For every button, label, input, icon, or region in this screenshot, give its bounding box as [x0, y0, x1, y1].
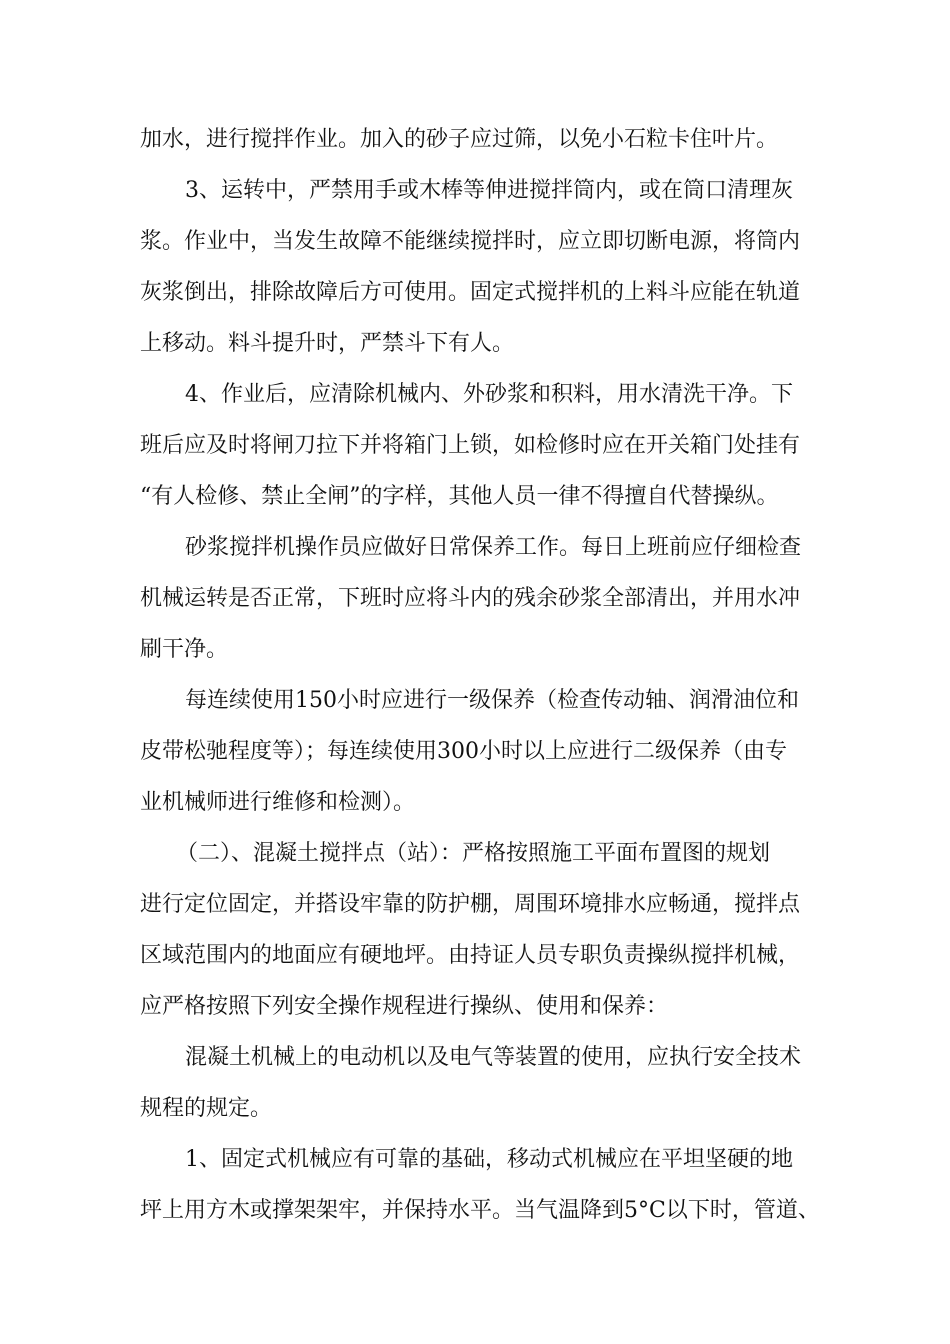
text-line-11: 刷干净。: [140, 637, 229, 662]
text-line-1: 加水，进行搅拌作业。加入的砂子应过筛，以免小石粒卡住叶片。: [140, 127, 779, 152]
text-line-17: 区域范围内的地面应有硬地坪。由持证人员专职负责操纵搅拌机械，: [140, 943, 801, 968]
text-line-19: 混凝土机械上的电动机以及电气等装置的使用，应执行安全技术: [185, 1045, 802, 1070]
text-line-5: 上移动。料斗提升时，严禁斗下有人。: [140, 331, 515, 356]
text-line-16: 进行定位固定，并搭设牢靠的防护棚，周围环境排水应畅通，搅拌点: [140, 892, 801, 917]
text-line-12: 每连续使用150小时应进行一级保养（检查传动轴、润滑油位和: [185, 688, 799, 713]
text-line-21: 1、固定式机械应有可靠的基础，移动式机械应在平坦坚硬的地: [185, 1147, 793, 1172]
text-line-10: 机械运转是否正常，下班时应将斗内的残余砂浆全部清出，并用水冲: [140, 586, 801, 611]
text-line-18: 应严格按照下列安全操作规程进行操纵、使用和保养：: [140, 994, 669, 1019]
text-line-3: 浆。作业中，当发生故障不能继续搅拌时，应立即切断电源，将筒内: [140, 229, 801, 254]
text-line-2: 3、运转中，严禁用手或木棒等伸进搅拌筒内，或在筒口清理灰: [185, 178, 793, 203]
text-line-9: 砂浆搅拌机操作员应做好日常保养工作。每日上班前应仔细检查: [185, 535, 802, 560]
text-line-20: 规程的规定。: [140, 1096, 273, 1121]
text-line-13: 皮带松驰程度等）；每连续使用300小时以上应进行二级保养（由专: [140, 739, 787, 764]
text-line-4: 灰浆倒出，排除故障后方可使用。固定式搅拌机的上料斗应能在轨道: [140, 280, 801, 305]
text-line-15: （二）、混凝土搅拌点（站）：严格按照施工平面布置图的规划: [176, 841, 771, 866]
text-line-6: 4、作业后，应清除机械内、外砂浆和积料，用水清洗干净。下: [185, 382, 793, 407]
text-line-7: 班后应及时将闸刀拉下并将箱门上锁，如检修时应在开关箱门处挂有: [140, 433, 801, 458]
text-line-22: 坪上用方木或撑架架牢，并保持水平。当气温降到5°C以下时，管道、: [140, 1198, 820, 1223]
text-line-8: “有人检修、禁止全闸”的字样，其他人员一律不得擅自代替操纵。: [140, 484, 779, 509]
text-line-14: 业机械师进行维修和检测）。: [140, 790, 416, 815]
